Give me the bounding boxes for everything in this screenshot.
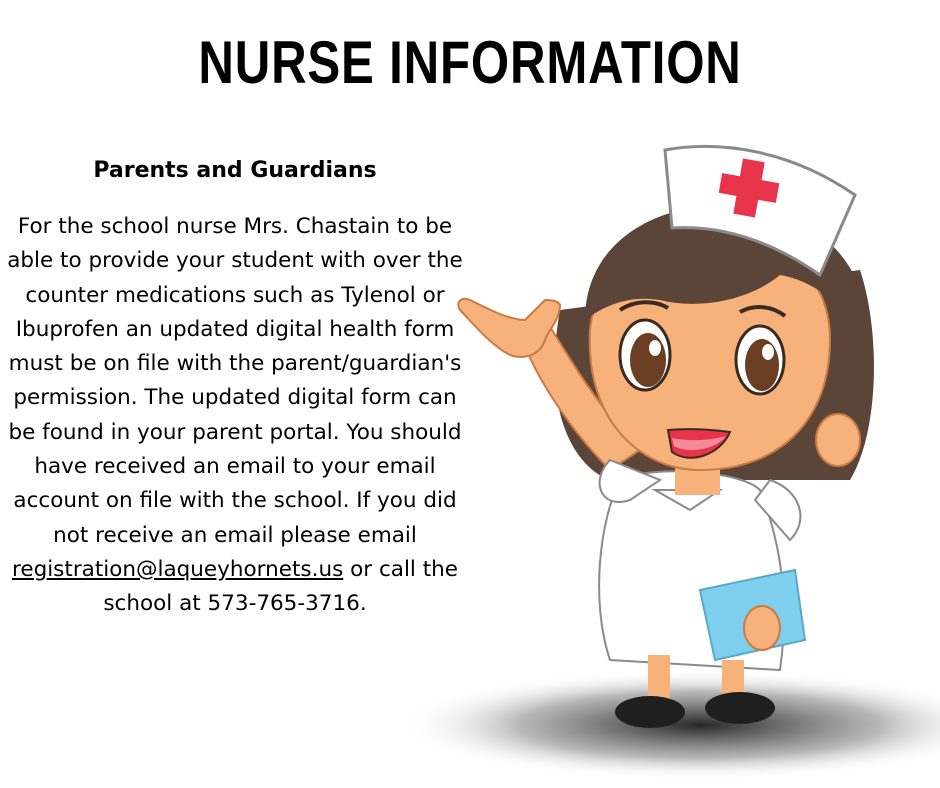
nurse-cartoon-icon [380,130,940,788]
info-text-start: For the school nurse Mrs. Chastain to be able to provide your student with over the counter medications such as Tylenol or Ibuprofen an updated digital health form must be on file with the parent/guardian's permission. The updated digital form can be found in your parent portal. You should have received an email to your email account on file with the school. If you did not receive an email please email [7,214,463,548]
info-text-end: or call the school at 573-765-3716. [103,556,459,617]
subtitle: Parents and Guardians [93,158,377,183]
email-link[interactable]: registration@laqueyhornets.us [11,556,344,582]
page-title: NURSE INFORMATION [198,29,742,96]
